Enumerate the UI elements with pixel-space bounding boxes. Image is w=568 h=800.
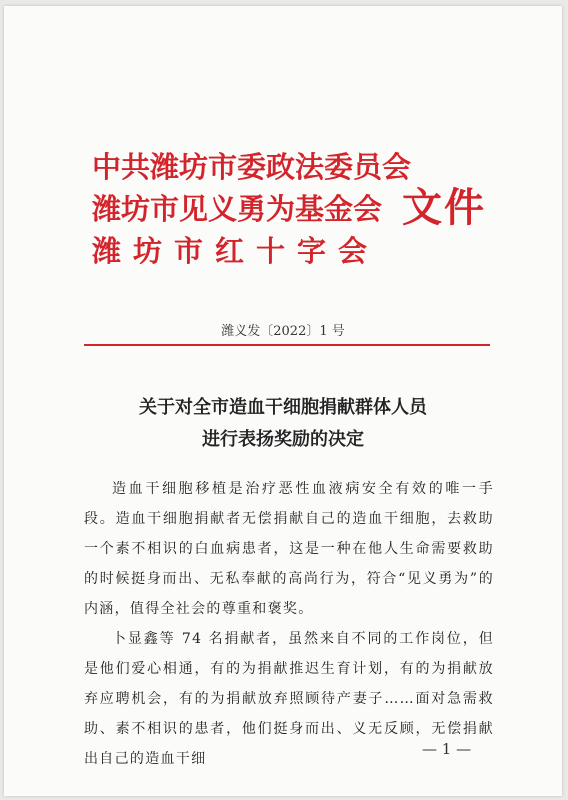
title-line-1: 关于对全市造血干细胞捐献群体人员 bbox=[139, 397, 427, 418]
org-name-1: 中共潍坊市委政法委员会 bbox=[92, 150, 412, 184]
title-line-2: 进行表扬奖励的决定 bbox=[202, 429, 364, 450]
org-name-2: 潍坊市见义勇为基金会 bbox=[92, 192, 383, 226]
document-page bbox=[4, 6, 562, 796]
document-title bbox=[4, 392, 562, 456]
document-type-label: 文件 bbox=[402, 184, 486, 231]
issuing-organizations bbox=[92, 146, 411, 272]
page-number: — 1 — bbox=[422, 740, 472, 758]
red-divider-line bbox=[84, 344, 490, 346]
body-paragraph-1: 造血干细胞移植是治疗恶性血液病安全有效的唯一手段。造血干细胞捐献者无偿捐献自己的造血干细胞，去救助一个素不相识的白血病患者，这是一种在他人生命需要救助的时候挺身而出、无私奉献的高尚行为，符合“见义勇为”的内涵，值得全社会的尊重和褒奖。 bbox=[84, 481, 494, 617]
document-number: 潍义发〔2022〕1 号 bbox=[221, 324, 345, 339]
org-name-3: 潍坊市红十字会 bbox=[92, 234, 380, 268]
document-body bbox=[84, 474, 494, 774]
body-paragraph-2: 卜显鑫等 74 名捐献者，虽然来自不同的工作岗位，但是他们爱心相通，有的为捐献推迟生育计划，有的为捐献放弃应聘机会，有的为捐献放弃照顾待产妻子……面对急需救助、素不相识的患者，他们挺身而出、义无反顾，无偿捐献出自己的造血干细 bbox=[84, 631, 494, 767]
